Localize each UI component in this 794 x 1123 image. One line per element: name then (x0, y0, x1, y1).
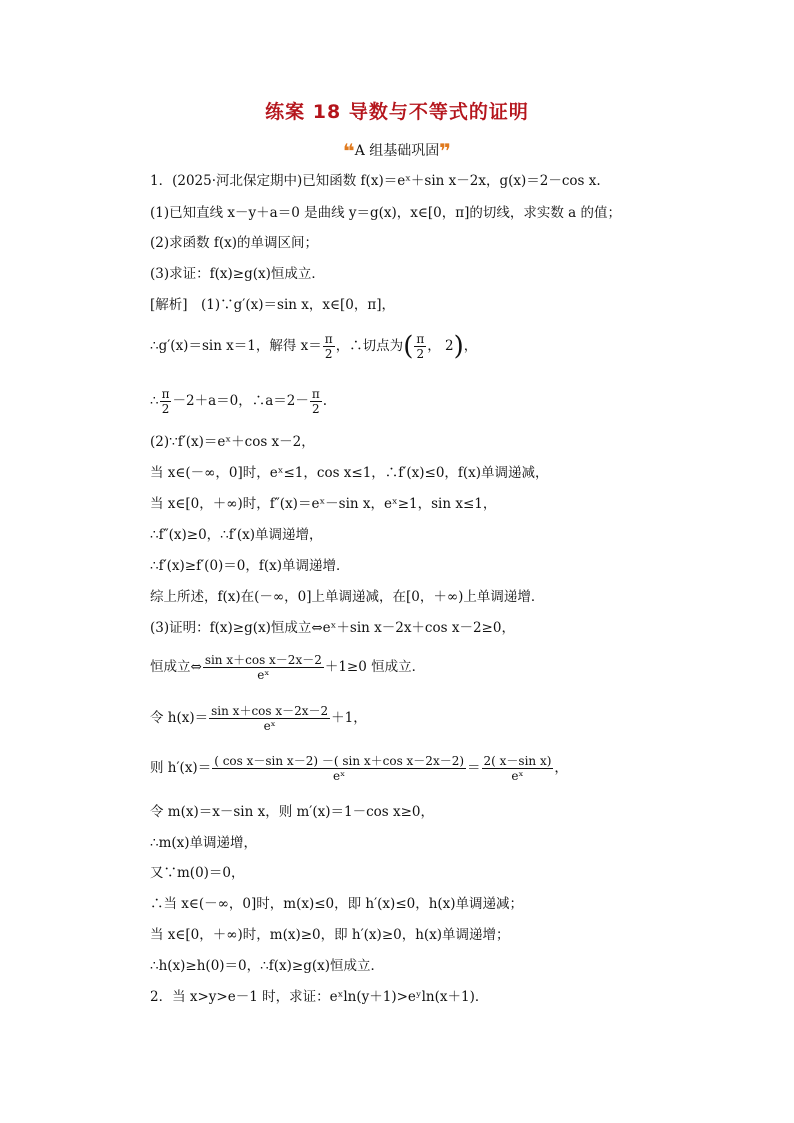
solution-line: ∴f′(x)≥f′(0)＝0，f(x)单调递增． (150, 558, 350, 574)
fraction: $\frac{\text{2( x－sin x)}}{\text{eˣ}}$ (483, 754, 552, 783)
solution-line: 当 x∈[0，＋∞)时，m(x)≥0，即 h′(x)≥0，h(x)单调递增； (150, 927, 510, 943)
solution-line: (3)证明：f(x)≥g(x)恒成立⇔eˣ＋sin x－2x＋cos x－2≥0， (150, 620, 515, 636)
problem-2-statement: 2．当 x>y>e－1 时，求证：eˣln(y＋1)>eʸln(x＋1)． (150, 989, 489, 1005)
solution-line: 令 m(x)＝x－sin x，则 m′(x)＝1－cos x≥0， (150, 804, 435, 820)
fraction: $\frac{\pi}{2}$ (416, 332, 425, 361)
fraction: $\frac{\text{( cos x－sin x－2) －( sin x＋cos x－2x－2)}}{\text{eˣ}}$ (214, 754, 465, 783)
fraction: $\frac{\pi}{2}$ (161, 387, 170, 416)
solution-line: 则 h′(x)＝ $\frac{\text{( cos x－sin x－2) －( sin x＋cos x－2x－2)}}{\text{eˣ}}$ ＝ $\frac{\text{2( x－sin x)}}{\text{eˣ}}$ ， (150, 754, 568, 783)
group-label: A 组基础巩固 (354, 143, 440, 159)
fraction: $\frac{\pi}{2}$ (324, 332, 333, 361)
page-title: 练案 18 导数与不等式的证明 (265, 101, 529, 123)
left-quote-icon: ❝ (342, 139, 355, 163)
solution-line: 综上所述，f(x)在(－∞，0]上单调递减，在[0，＋∞)上单调递增． (150, 589, 545, 605)
fraction: $\frac{\text{sin x＋cos x－2x－2}}{\text{eˣ}}$ (211, 704, 329, 733)
solution-line: 当 x∈[0，＋∞)时，f″(x)＝eˣ－sin x，eˣ≥1，sin x≤1， (150, 496, 497, 512)
left-paren: ( (403, 331, 414, 362)
group-badge (0, 139, 794, 163)
solution-line: ∴f″(x)≥0，∴f′(x)单调递增， (150, 527, 323, 543)
solution-line: 恒成立⇔ $\frac{\text{sin x＋cos x－2x－2}}{\text{eˣ}}$ ＋1≥0 恒成立． (150, 653, 426, 682)
solution-line: 又∵m(0)＝0， (150, 865, 245, 881)
problem-1-part-3: (3)求证：f(x)≥g(x)恒成立． (150, 266, 325, 282)
problem-1-statement: 1．(2025·河北保定期中)已知函数 f(x)＝eˣ＋sin x－2x，g(x)＝2－cos x. (150, 173, 601, 189)
solution-heading: [解析] (1)∵g′(x)＝sin x，x∈[0，π]， (150, 297, 395, 313)
fraction: $\frac{\text{sin x＋cos x－2x－2}}{\text{eˣ}}$ (204, 653, 322, 682)
solution-line: ∴m(x)单调递增， (150, 835, 258, 851)
solution-line: ∴ $\frac{\pi}{2}$ －2＋a＝0，∴a＝2－ $\frac{\pi}{2}$ . (150, 387, 328, 416)
right-quote-icon: ❞ (439, 139, 452, 163)
solution-line: ∴h(x)≥h(0)＝0，∴f(x)≥g(x)恒成立． (150, 958, 384, 974)
problem-1-part-2: (2)求函数 f(x)的单调区间； (150, 235, 319, 251)
right-paren: ) (453, 331, 464, 362)
problem-1-part-1: (1)已知直线 x－y＋a＝0 是曲线 y＝g(x)，x∈[0，π]的切线，求实数 a 的值； (150, 205, 622, 221)
fraction: $\frac{\pi}{2}$ (311, 387, 320, 416)
solution-line: (2)∵f′(x)＝eˣ＋cos x－2， (150, 434, 315, 450)
solution-line: 令 h(x)＝ $\frac{\text{sin x＋cos x－2x－2}}{\text{eˣ}}$ ＋1， (150, 704, 367, 733)
solution-line: 当 x∈(－∞，0]时，eˣ≤1，cos x≤1，∴f′(x)≤0，f(x)单调递减， (150, 465, 549, 481)
solution-line: ∴当 x∈(－∞，0]时，m(x)≤0，即 h′(x)≤0，h(x)单调递减； (150, 896, 524, 912)
solution-line: ∴g′(x)＝sin x＝1，解得 x＝ $\frac{\pi}{2}$ ，∴切点为( $\frac{\pi}{2}$ ， 2)， (150, 331, 478, 362)
